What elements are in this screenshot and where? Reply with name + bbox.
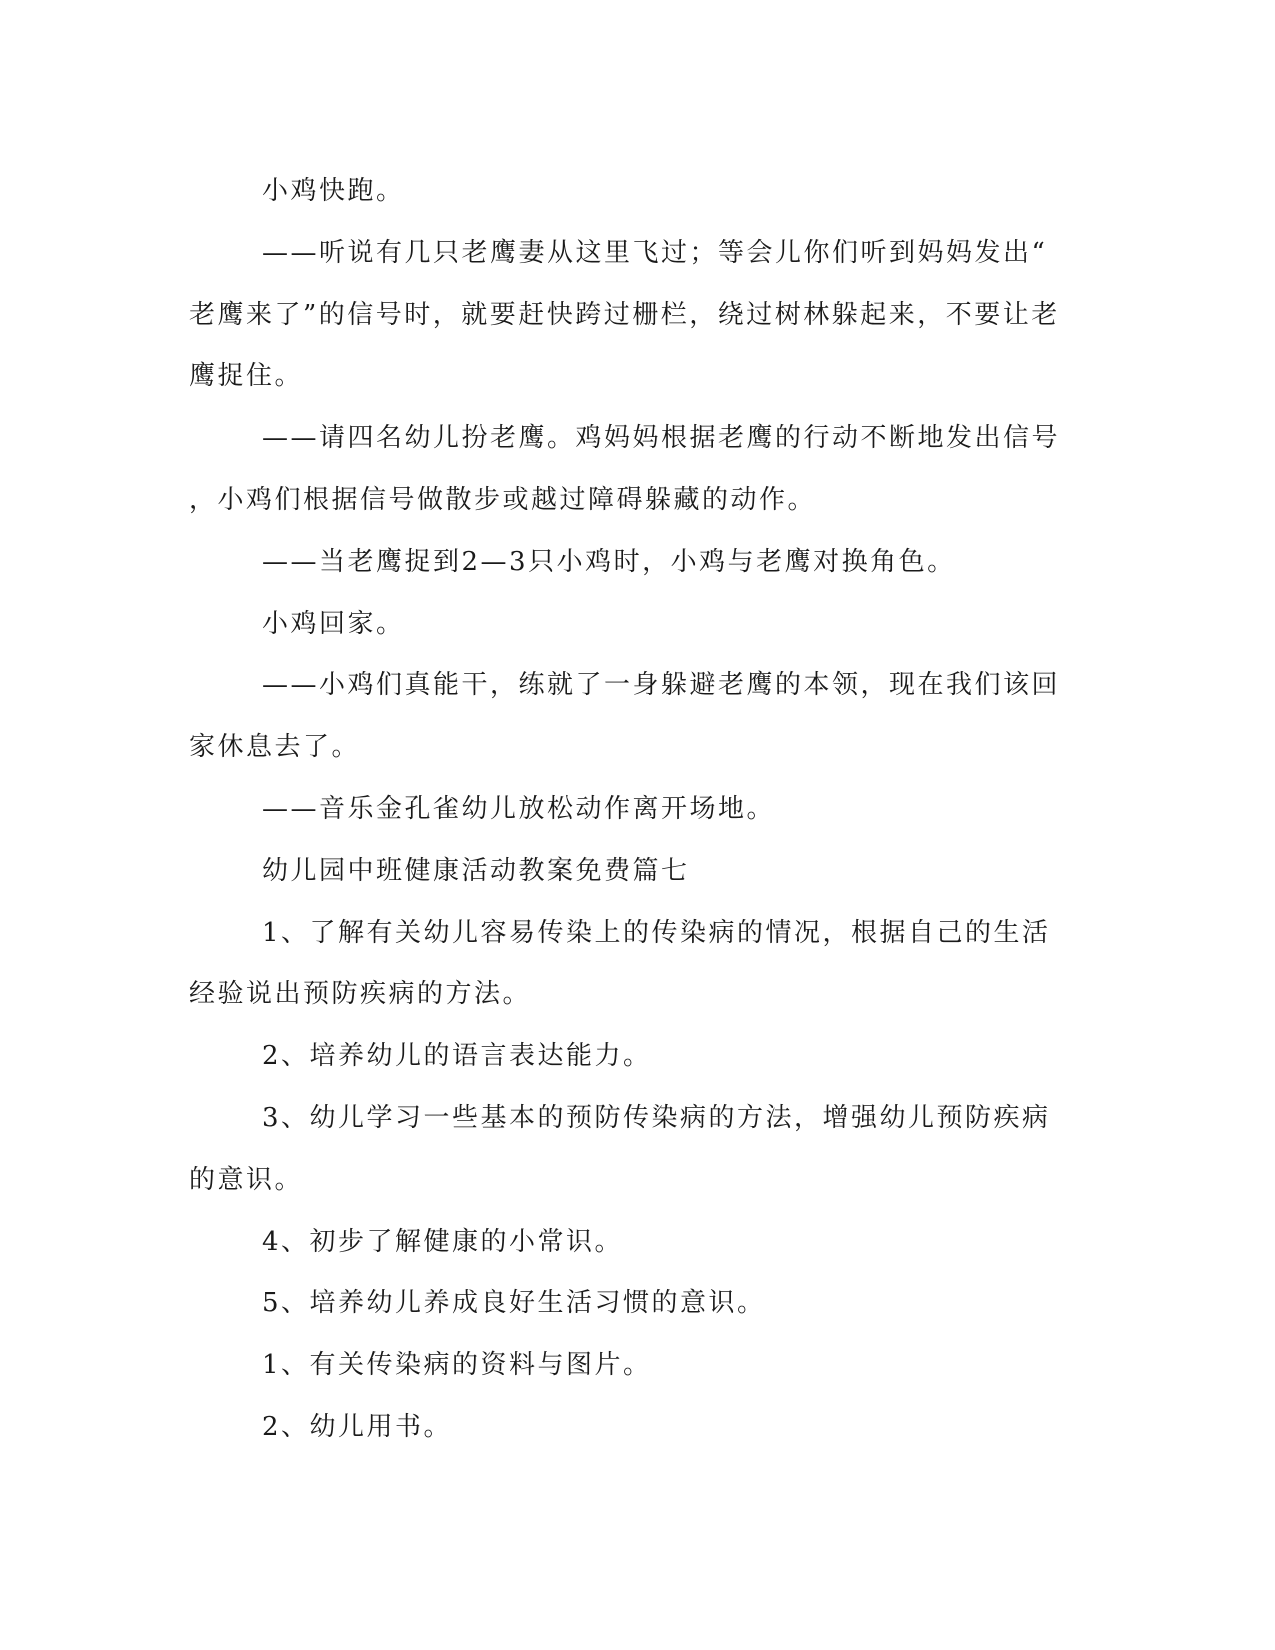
text-line: ，小鸡们根据信号做散步或越过障碍躲藏的动作。 [189, 484, 817, 515]
text-line: ——小鸡们真能干，练就了一身躲避老鹰的本领，现在我们该回 [262, 670, 1061, 701]
text-line: ——音乐金孔雀幼儿放松动作离开场地。 [262, 793, 776, 824]
text-line: ——当老鹰捉到2—3只小鸡时，小鸡与老鹰对换角色。 [262, 546, 956, 577]
text-line: 小鸡快跑。 [262, 176, 405, 206]
text-line: 鹰捉住。 [189, 361, 304, 392]
text-line: ——听说有几只老鹰妻从这里飞过；等会儿你们听到妈妈发出“ [262, 237, 1048, 268]
text-line: 1、了解有关幼儿容易传染上的传染病的情况，根据自己的生活 [262, 917, 1051, 948]
section-heading: 幼儿园中班健康活动教案免费篇七 [262, 855, 690, 886]
text-line: 家休息去了。 [189, 732, 361, 763]
text-line: 小鸡回家。 [262, 608, 405, 639]
text-line: 老鹰来了”的信号时，就要赶快跨过栅栏，绕过树林躲起来，不要让老 [189, 299, 1060, 330]
text-line: 1、有关传染病的资料与图片。 [262, 1350, 652, 1381]
text-line: 经验说出预防疾病的方法。 [189, 979, 532, 1010]
text-line: 2、培养幼儿的语言表达能力。 [262, 1041, 652, 1072]
text-line: 5、培养幼儿养成良好生活习惯的意识。 [262, 1288, 766, 1319]
text-line: 的意识。 [189, 1164, 304, 1195]
text-line: 4、初步了解健康的小常识。 [262, 1226, 624, 1257]
text-line: ——请四名幼儿扮老鹰。鸡妈妈根据老鹰的行动不断地发出信号 [262, 423, 1061, 454]
document-body [189, 161, 1071, 1459]
text-line: 3、幼儿学习一些基本的预防传染病的方法，增强幼儿预防疾病 [262, 1102, 1051, 1133]
text-line: 2、幼儿用书。 [262, 1411, 453, 1442]
